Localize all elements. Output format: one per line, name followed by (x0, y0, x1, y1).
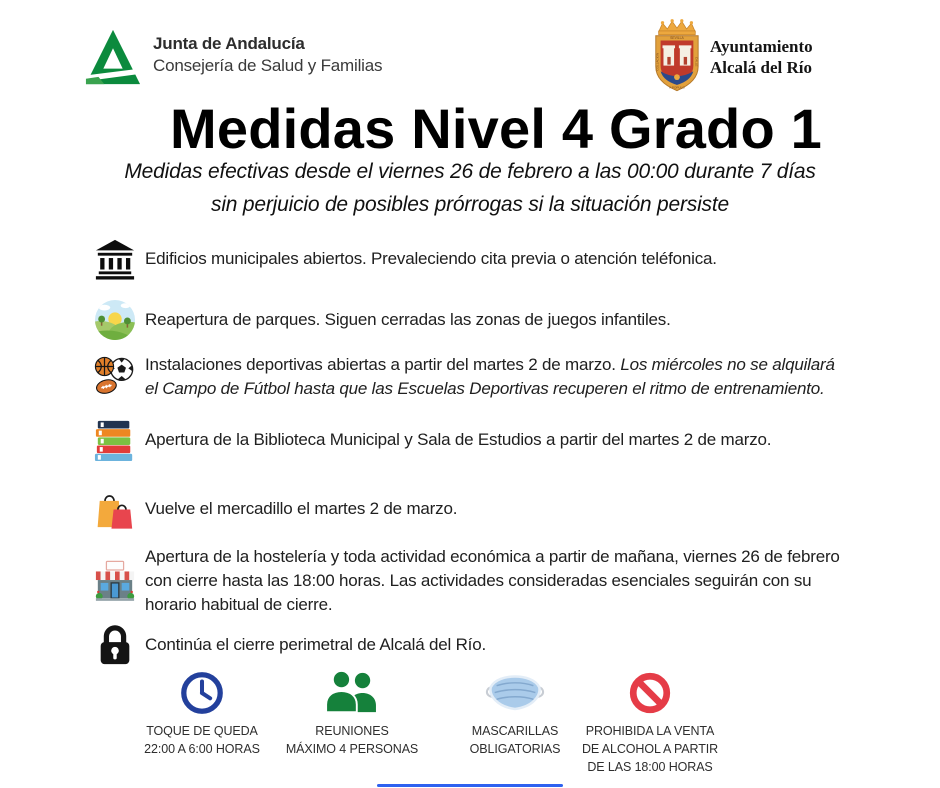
books-icon (92, 417, 138, 463)
gatherings-label-line1: REUNIONES (315, 724, 389, 738)
measure-text-regular: Continúa el cierre perimetral de Alcalá del Río. (145, 634, 486, 654)
gatherings-label-line2: MÁXIMO 4 PERSONAS (285, 742, 419, 757)
alcohol-label-line1: PROHIBIDA LA VENTA (585, 724, 715, 738)
junta-department: Consejería de Salud y Familias (153, 56, 383, 76)
ayuntamiento-text (710, 36, 813, 79)
measure-text-regular: Reapertura de parques. Siguen cerradas las zonas de juegos infantiles. (145, 309, 671, 329)
alcohol-label-line3: DE LAS 18:00 HORAS (587, 760, 713, 775)
junta-text (153, 33, 382, 78)
curfew-clock-icon (117, 668, 287, 718)
measure-text (145, 633, 486, 657)
no-alcohol-icon (562, 668, 738, 718)
measure-text (145, 353, 845, 401)
crest-text-bottom: A POPULO (669, 85, 685, 90)
measure-text-regular: Vuelve el mercadillo el martes 2 de marzo. (145, 498, 458, 518)
curfew-label-line2: 22:00 A 6:00 HORAS (144, 742, 260, 757)
measure-text (145, 497, 457, 521)
municipality-name: Alcalá del Río (710, 58, 812, 78)
measure-text (145, 247, 717, 271)
masks-label-line1: MASCARILLAS (471, 724, 559, 738)
subtitle-line1: Medidas efectivas desde el viernes 26 de febrero a las 00:00 durante 7 días (124, 160, 816, 183)
page-subtitle (0, 156, 940, 221)
subtitle-line2: sin perjuicio de posibles prórrogas si la situación persiste (211, 192, 729, 216)
restriction-gatherings (267, 668, 437, 758)
measure-text-regular: Edificios municipales abiertos. Prevaleciendo cita previa o atención teléfonica. (145, 248, 717, 268)
measure-item-sports (92, 353, 845, 401)
measure-text-regular: Apertura de la Biblioteca Municipal y Sala de Estudios a partir del martes 2 de marzo. (145, 429, 772, 449)
junta-andalucia-logo-icon (84, 28, 142, 86)
measure-item-hospitality (92, 545, 845, 617)
padlock-icon (92, 622, 138, 668)
ayuntamiento-label: Ayuntamiento (710, 37, 813, 56)
crest-text-right: CALLE (694, 56, 699, 67)
government-building-icon (92, 236, 138, 282)
measure-text (145, 545, 845, 617)
measure-text-regular: Instalaciones deportivas abiertas a partir del martes 2 de marzo. (145, 355, 621, 374)
alcohol-label-line2: DE ALCOHOL A PARTIR (581, 742, 719, 757)
alcala-del-rio-crest-icon (650, 18, 702, 92)
masks-label-line2: OBLIGATORIAS (469, 742, 561, 757)
measure-text-italic: Los miércoles no se alquilará el Campo de Fútbol hasta que las Escuelas Deportivas recuperen el ritmo de entrenamiento. (145, 355, 835, 399)
crest-text-left: COLLACION (655, 52, 660, 71)
measure-item-perimeter (92, 622, 486, 668)
restriction-curfew (117, 668, 287, 758)
measure-item-library (92, 417, 771, 463)
people-icon (267, 668, 437, 718)
measure-item-market (92, 486, 457, 532)
measure-text (145, 308, 671, 332)
page-title: Medidas Nivel 4 Grado 1 (170, 97, 822, 160)
curfew-label-line1: TOQUE DE QUEDA (146, 724, 258, 738)
measure-text-regular: Apertura de la hostelería y toda actividad económica a partir de mañana, viernes 26 de febrero con cierre hasta las 18:00 horas. Las actividades consideradas esenciales seguirán con su horario habitual de cierre. (145, 547, 840, 615)
shopping-bags-icon (92, 486, 138, 532)
measure-item-buildings (92, 236, 717, 282)
crest-text-top: SEVILLA (670, 36, 684, 41)
storefront-icon (92, 558, 138, 604)
measure-item-parks (92, 297, 671, 343)
junta-name: Junta de Andalucía (153, 34, 305, 53)
sports-balls-icon (92, 354, 138, 400)
bottom-accent-bar (377, 784, 563, 787)
park-icon (92, 297, 138, 343)
restriction-alcohol (562, 668, 738, 776)
measure-text (145, 428, 771, 452)
